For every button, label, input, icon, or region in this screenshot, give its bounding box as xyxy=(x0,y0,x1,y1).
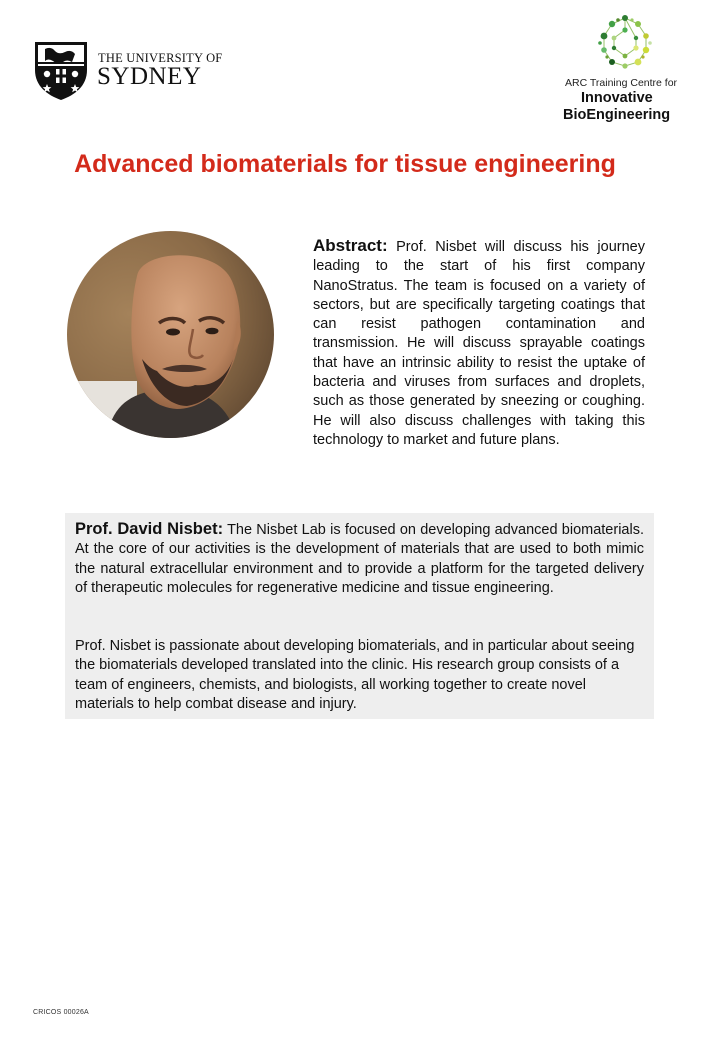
bio-paragraph-1-text: The Nisbet Lab is focused on developing advanced biomaterials. At the core of our activities is the development of materials that are used to both mimic the natural extracellular environment and to provide a platform for the targeted delivery of therapeutic molecules for regenerative medicine and tissue engineering. xyxy=(75,522,644,596)
usyd-logo-line1: THE UNIVERSITY OF xyxy=(98,51,223,65)
speaker-bio-box xyxy=(65,513,654,719)
abstract-label: Abstract: xyxy=(313,236,388,255)
page-title: Advanced biomaterials for tissue engineering xyxy=(74,150,616,178)
speaker-name: Prof. David Nisbet xyxy=(75,520,218,538)
molecular-network-icon xyxy=(596,14,654,70)
arc-training-centre-logo xyxy=(560,14,690,126)
bio-paragraph-2: Prof. Nisbet is passionate about developing biomaterials, and in particular about seeing the biomaterials developed translated into the clinic. His research group consists of a team of engineers, chemists, and biologists, all working together to create novel materials to help combat disease and injury. xyxy=(75,638,635,712)
university-crest-icon xyxy=(33,40,89,102)
cricos-code: CRICOS 00026A xyxy=(33,1009,89,1016)
abstract-text-block xyxy=(313,236,645,450)
speaker-name-colon: : xyxy=(217,520,224,538)
arc-logo-line1: ARC Training Centre for xyxy=(565,77,678,89)
arc-logo-line3: BioEngineering xyxy=(563,107,671,123)
bio-paragraph-1 xyxy=(75,520,644,598)
usyd-logo-line2: SYDNEY xyxy=(97,63,202,90)
university-of-sydney-logo xyxy=(33,40,223,102)
abstract-body: Prof. Nisbet will discuss his journey leading to the start of his first company NanoStratus. The team is focused on a variety of sectors, but are specifically targeting coatings that can resist pathogen contamination and transmission. He will discuss sprayable coatings that have an intrinsic ability to resist the uptake of bacteria and viruses from surfaces and droplets, such as those generated by sneezing or coughing. He will also discuss challenges with taking this technology to market and future plans. xyxy=(313,239,645,448)
arc-logo-line2: Innovative xyxy=(581,90,653,106)
speaker-portrait xyxy=(67,231,274,438)
